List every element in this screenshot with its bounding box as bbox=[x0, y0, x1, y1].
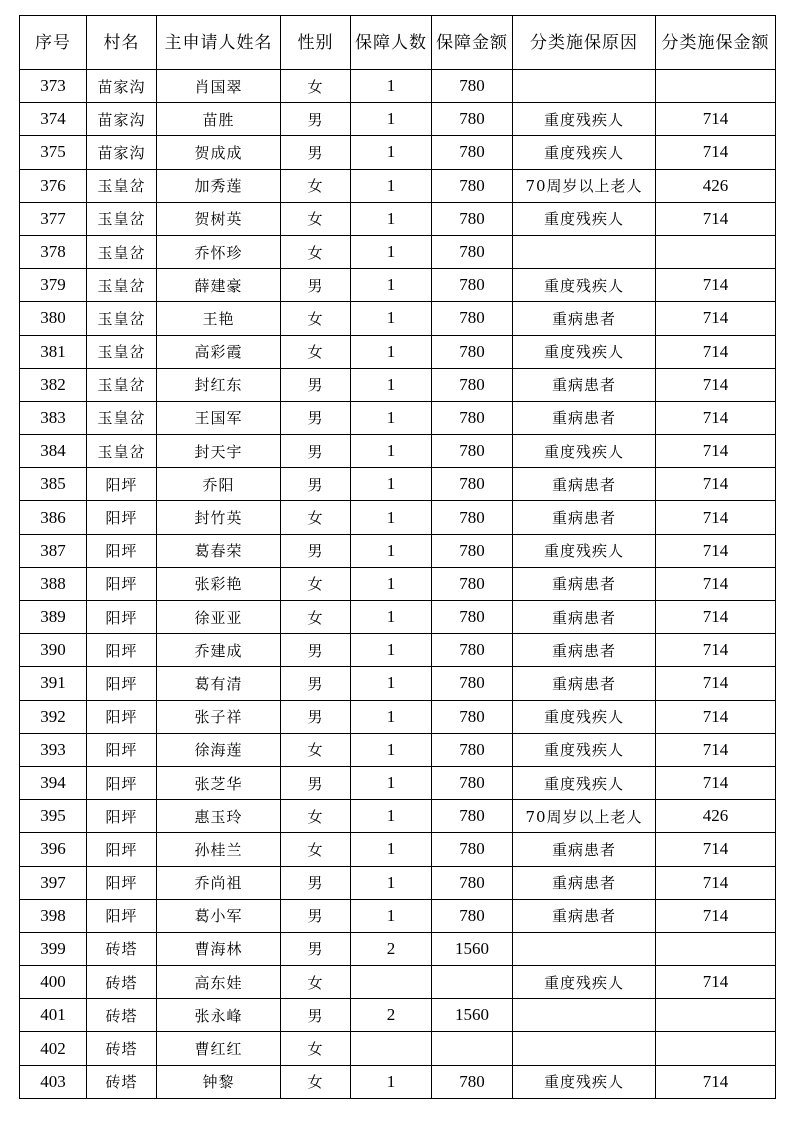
cell-village: 玉皇岔 bbox=[87, 202, 157, 235]
cell-class-amount: 714 bbox=[656, 833, 776, 866]
cell-class-amount: 714 bbox=[656, 501, 776, 534]
cell-applicant: 贺树英 bbox=[157, 202, 281, 235]
cell-gender: 女 bbox=[281, 966, 351, 999]
cell-index: 392 bbox=[20, 700, 87, 733]
cell-persons: 1 bbox=[351, 1065, 432, 1098]
cell-gender: 女 bbox=[281, 1065, 351, 1098]
table-row bbox=[20, 136, 776, 169]
cell-index: 374 bbox=[20, 103, 87, 136]
table-row bbox=[20, 1065, 776, 1098]
cell-village: 阳坪 bbox=[87, 833, 157, 866]
table-row bbox=[20, 1032, 776, 1065]
cell-class-amount: 714 bbox=[656, 335, 776, 368]
table-row bbox=[20, 999, 776, 1032]
cell-gender: 男 bbox=[281, 401, 351, 434]
cell-applicant: 封竹英 bbox=[157, 501, 281, 534]
cell-reason: 重病患者 bbox=[513, 401, 656, 434]
cell-persons: 1 bbox=[351, 601, 432, 634]
cell-amount: 1560 bbox=[432, 932, 513, 965]
cell-persons: 1 bbox=[351, 733, 432, 766]
cell-index: 375 bbox=[20, 136, 87, 169]
cell-village: 阳坪 bbox=[87, 501, 157, 534]
cell-village: 阳坪 bbox=[87, 866, 157, 899]
cell-amount: 780 bbox=[432, 700, 513, 733]
cell-gender: 女 bbox=[281, 1032, 351, 1065]
cell-index: 373 bbox=[20, 70, 87, 103]
cell-index: 399 bbox=[20, 932, 87, 965]
table-row bbox=[20, 833, 776, 866]
cell-class-amount: 714 bbox=[656, 368, 776, 401]
cell-gender: 女 bbox=[281, 601, 351, 634]
cell-index: 398 bbox=[20, 899, 87, 932]
cell-class-amount: 714 bbox=[656, 601, 776, 634]
table-row bbox=[20, 932, 776, 965]
table-row bbox=[20, 899, 776, 932]
cell-amount: 780 bbox=[432, 368, 513, 401]
table-row bbox=[20, 634, 776, 667]
table-row bbox=[20, 103, 776, 136]
cell-applicant: 张彩艳 bbox=[157, 567, 281, 600]
cell-amount: 780 bbox=[432, 202, 513, 235]
cell-reason bbox=[513, 235, 656, 268]
cell-gender: 男 bbox=[281, 932, 351, 965]
cell-persons: 1 bbox=[351, 302, 432, 335]
cell-persons: 1 bbox=[351, 70, 432, 103]
cell-persons: 2 bbox=[351, 999, 432, 1032]
cell-persons: 1 bbox=[351, 235, 432, 268]
cell-index: 394 bbox=[20, 766, 87, 799]
table-row bbox=[20, 601, 776, 634]
cell-applicant: 王国军 bbox=[157, 401, 281, 434]
col-header-persons: 保障人数 bbox=[351, 16, 432, 70]
cell-persons: 1 bbox=[351, 766, 432, 799]
cell-reason: 重病患者 bbox=[513, 501, 656, 534]
cell-gender: 男 bbox=[281, 766, 351, 799]
cell-applicant: 曹红红 bbox=[157, 1032, 281, 1065]
col-header-applicant: 主申请人姓名 bbox=[157, 16, 281, 70]
cell-village: 阳坪 bbox=[87, 468, 157, 501]
cell-village: 玉皇岔 bbox=[87, 368, 157, 401]
cell-amount: 780 bbox=[432, 335, 513, 368]
cell-village: 砖塔 bbox=[87, 932, 157, 965]
table-row bbox=[20, 700, 776, 733]
cell-amount: 780 bbox=[432, 833, 513, 866]
cell-reason: 重度残疾人 bbox=[513, 136, 656, 169]
cell-persons: 1 bbox=[351, 136, 432, 169]
cell-persons: 1 bbox=[351, 866, 432, 899]
col-header-index: 序号 bbox=[20, 16, 87, 70]
cell-applicant: 乔怀珍 bbox=[157, 235, 281, 268]
cell-applicant: 葛春荣 bbox=[157, 534, 281, 567]
cell-class-amount: 714 bbox=[656, 269, 776, 302]
cell-amount: 780 bbox=[432, 169, 513, 202]
cell-applicant: 张永峰 bbox=[157, 999, 281, 1032]
assistance-table bbox=[19, 15, 776, 1099]
cell-amount: 780 bbox=[432, 634, 513, 667]
cell-class-amount bbox=[656, 235, 776, 268]
cell-persons: 1 bbox=[351, 401, 432, 434]
cell-index: 377 bbox=[20, 202, 87, 235]
cell-reason: 重病患者 bbox=[513, 899, 656, 932]
cell-persons: 1 bbox=[351, 534, 432, 567]
cell-amount: 780 bbox=[432, 899, 513, 932]
cell-gender: 男 bbox=[281, 269, 351, 302]
cell-persons: 1 bbox=[351, 169, 432, 202]
cell-index: 400 bbox=[20, 966, 87, 999]
cell-applicant: 加秀莲 bbox=[157, 169, 281, 202]
cell-reason: 70周岁以上老人 bbox=[513, 169, 656, 202]
cell-reason: 重病患者 bbox=[513, 368, 656, 401]
cell-persons: 1 bbox=[351, 667, 432, 700]
cell-index: 393 bbox=[20, 733, 87, 766]
cell-index: 387 bbox=[20, 534, 87, 567]
cell-gender: 女 bbox=[281, 501, 351, 534]
cell-applicant: 高彩霞 bbox=[157, 335, 281, 368]
cell-applicant: 苗胜 bbox=[157, 103, 281, 136]
cell-gender: 男 bbox=[281, 999, 351, 1032]
cell-persons: 1 bbox=[351, 335, 432, 368]
cell-class-amount: 714 bbox=[656, 401, 776, 434]
cell-index: 384 bbox=[20, 435, 87, 468]
cell-village: 阳坪 bbox=[87, 601, 157, 634]
cell-reason: 重病患者 bbox=[513, 468, 656, 501]
cell-index: 381 bbox=[20, 335, 87, 368]
cell-village: 玉皇岔 bbox=[87, 235, 157, 268]
cell-amount: 780 bbox=[432, 136, 513, 169]
cell-reason: 重病患者 bbox=[513, 302, 656, 335]
cell-index: 382 bbox=[20, 368, 87, 401]
cell-reason: 70周岁以上老人 bbox=[513, 800, 656, 833]
cell-amount bbox=[432, 1032, 513, 1065]
cell-applicant: 封红东 bbox=[157, 368, 281, 401]
cell-persons: 1 bbox=[351, 435, 432, 468]
cell-class-amount: 714 bbox=[656, 766, 776, 799]
cell-persons bbox=[351, 966, 432, 999]
cell-index: 390 bbox=[20, 634, 87, 667]
cell-class-amount: 714 bbox=[656, 667, 776, 700]
cell-reason bbox=[513, 932, 656, 965]
table-row bbox=[20, 966, 776, 999]
cell-index: 383 bbox=[20, 401, 87, 434]
cell-persons: 1 bbox=[351, 567, 432, 600]
cell-persons: 1 bbox=[351, 800, 432, 833]
cell-reason bbox=[513, 1032, 656, 1065]
table-row bbox=[20, 667, 776, 700]
cell-amount: 780 bbox=[432, 866, 513, 899]
cell-village: 砖塔 bbox=[87, 1065, 157, 1098]
cell-village: 砖塔 bbox=[87, 999, 157, 1032]
cell-applicant: 曹海林 bbox=[157, 932, 281, 965]
cell-persons: 1 bbox=[351, 468, 432, 501]
cell-persons: 2 bbox=[351, 932, 432, 965]
cell-applicant: 钟黎 bbox=[157, 1065, 281, 1098]
cell-gender: 男 bbox=[281, 435, 351, 468]
table-row bbox=[20, 733, 776, 766]
table-row bbox=[20, 368, 776, 401]
cell-reason: 重病患者 bbox=[513, 567, 656, 600]
cell-index: 397 bbox=[20, 866, 87, 899]
cell-amount: 780 bbox=[432, 302, 513, 335]
cell-reason: 重度残疾人 bbox=[513, 335, 656, 368]
table-row bbox=[20, 70, 776, 103]
table-row bbox=[20, 501, 776, 534]
cell-gender: 女 bbox=[281, 800, 351, 833]
cell-class-amount bbox=[656, 932, 776, 965]
cell-index: 402 bbox=[20, 1032, 87, 1065]
cell-amount: 780 bbox=[432, 534, 513, 567]
cell-amount: 1560 bbox=[432, 999, 513, 1032]
cell-reason: 重病患者 bbox=[513, 833, 656, 866]
cell-village: 阳坪 bbox=[87, 667, 157, 700]
cell-index: 386 bbox=[20, 501, 87, 534]
cell-village: 苗家沟 bbox=[87, 70, 157, 103]
header-row bbox=[20, 16, 776, 70]
cell-class-amount: 714 bbox=[656, 468, 776, 501]
cell-class-amount bbox=[656, 1032, 776, 1065]
table-row bbox=[20, 169, 776, 202]
cell-gender: 男 bbox=[281, 634, 351, 667]
cell-applicant: 乔尚祖 bbox=[157, 866, 281, 899]
cell-gender: 男 bbox=[281, 899, 351, 932]
table-row bbox=[20, 302, 776, 335]
cell-applicant: 葛有清 bbox=[157, 667, 281, 700]
table-row bbox=[20, 766, 776, 799]
cell-class-amount bbox=[656, 70, 776, 103]
cell-reason: 重病患者 bbox=[513, 866, 656, 899]
cell-applicant: 张芝华 bbox=[157, 766, 281, 799]
cell-gender: 男 bbox=[281, 700, 351, 733]
cell-persons: 1 bbox=[351, 833, 432, 866]
cell-village: 砖塔 bbox=[87, 1032, 157, 1065]
cell-class-amount: 714 bbox=[656, 435, 776, 468]
col-header-amount: 保障金额 bbox=[432, 16, 513, 70]
table-row bbox=[20, 202, 776, 235]
cell-amount: 780 bbox=[432, 1065, 513, 1098]
cell-gender: 男 bbox=[281, 534, 351, 567]
cell-amount: 780 bbox=[432, 435, 513, 468]
cell-index: 376 bbox=[20, 169, 87, 202]
cell-class-amount: 714 bbox=[656, 1065, 776, 1098]
cell-gender: 男 bbox=[281, 468, 351, 501]
cell-gender: 女 bbox=[281, 169, 351, 202]
cell-class-amount bbox=[656, 999, 776, 1032]
cell-village: 阳坪 bbox=[87, 733, 157, 766]
cell-gender: 女 bbox=[281, 302, 351, 335]
cell-class-amount: 714 bbox=[656, 567, 776, 600]
cell-class-amount: 714 bbox=[656, 634, 776, 667]
cell-gender: 男 bbox=[281, 368, 351, 401]
cell-village: 玉皇岔 bbox=[87, 169, 157, 202]
cell-applicant: 封天宇 bbox=[157, 435, 281, 468]
col-header-gender: 性别 bbox=[281, 16, 351, 70]
table-row bbox=[20, 567, 776, 600]
cell-amount: 780 bbox=[432, 800, 513, 833]
cell-amount: 780 bbox=[432, 567, 513, 600]
col-header-reason: 分类施保原因 bbox=[513, 16, 656, 70]
cell-index: 378 bbox=[20, 235, 87, 268]
cell-reason: 重度残疾人 bbox=[513, 435, 656, 468]
cell-amount: 780 bbox=[432, 269, 513, 302]
cell-amount: 780 bbox=[432, 401, 513, 434]
cell-class-amount: 714 bbox=[656, 103, 776, 136]
cell-persons bbox=[351, 1032, 432, 1065]
cell-amount: 780 bbox=[432, 468, 513, 501]
cell-amount: 780 bbox=[432, 103, 513, 136]
cell-persons: 1 bbox=[351, 202, 432, 235]
cell-reason: 重病患者 bbox=[513, 667, 656, 700]
cell-amount: 780 bbox=[432, 733, 513, 766]
cell-index: 403 bbox=[20, 1065, 87, 1098]
cell-index: 396 bbox=[20, 833, 87, 866]
cell-village: 苗家沟 bbox=[87, 103, 157, 136]
table-row bbox=[20, 468, 776, 501]
cell-class-amount: 426 bbox=[656, 800, 776, 833]
cell-reason: 重度残疾人 bbox=[513, 966, 656, 999]
cell-village: 砖塔 bbox=[87, 966, 157, 999]
cell-class-amount: 714 bbox=[656, 899, 776, 932]
cell-persons: 1 bbox=[351, 700, 432, 733]
cell-reason: 重病患者 bbox=[513, 601, 656, 634]
cell-amount: 780 bbox=[432, 70, 513, 103]
cell-class-amount: 714 bbox=[656, 302, 776, 335]
cell-persons: 1 bbox=[351, 269, 432, 302]
cell-gender: 女 bbox=[281, 733, 351, 766]
cell-amount: 780 bbox=[432, 601, 513, 634]
cell-gender: 男 bbox=[281, 136, 351, 169]
cell-amount: 780 bbox=[432, 667, 513, 700]
cell-amount: 780 bbox=[432, 766, 513, 799]
cell-gender: 男 bbox=[281, 103, 351, 136]
cell-index: 379 bbox=[20, 269, 87, 302]
cell-reason: 重度残疾人 bbox=[513, 103, 656, 136]
cell-applicant: 薛建豪 bbox=[157, 269, 281, 302]
cell-applicant: 孙桂兰 bbox=[157, 833, 281, 866]
table-row bbox=[20, 534, 776, 567]
cell-index: 401 bbox=[20, 999, 87, 1032]
cell-persons: 1 bbox=[351, 368, 432, 401]
cell-gender: 女 bbox=[281, 833, 351, 866]
cell-reason bbox=[513, 70, 656, 103]
table-row bbox=[20, 401, 776, 434]
table-row bbox=[20, 866, 776, 899]
cell-reason: 重度残疾人 bbox=[513, 733, 656, 766]
cell-village: 玉皇岔 bbox=[87, 302, 157, 335]
cell-class-amount: 714 bbox=[656, 866, 776, 899]
cell-index: 385 bbox=[20, 468, 87, 501]
cell-village: 苗家沟 bbox=[87, 136, 157, 169]
cell-index: 389 bbox=[20, 601, 87, 634]
cell-applicant: 张子祥 bbox=[157, 700, 281, 733]
cell-index: 391 bbox=[20, 667, 87, 700]
cell-village: 阳坪 bbox=[87, 634, 157, 667]
cell-class-amount: 714 bbox=[656, 966, 776, 999]
cell-class-amount: 714 bbox=[656, 700, 776, 733]
cell-gender: 女 bbox=[281, 235, 351, 268]
cell-applicant: 乔建成 bbox=[157, 634, 281, 667]
cell-village: 阳坪 bbox=[87, 700, 157, 733]
table-row bbox=[20, 335, 776, 368]
cell-class-amount: 426 bbox=[656, 169, 776, 202]
col-header-class-amount: 分类施保金额 bbox=[656, 16, 776, 70]
cell-applicant: 葛小军 bbox=[157, 899, 281, 932]
cell-applicant: 惠玉玲 bbox=[157, 800, 281, 833]
cell-reason: 重度残疾人 bbox=[513, 1065, 656, 1098]
col-header-village: 村名 bbox=[87, 16, 157, 70]
table-row bbox=[20, 435, 776, 468]
cell-amount: 780 bbox=[432, 501, 513, 534]
cell-amount: 780 bbox=[432, 235, 513, 268]
cell-index: 388 bbox=[20, 567, 87, 600]
cell-reason: 重度残疾人 bbox=[513, 534, 656, 567]
cell-village: 阳坪 bbox=[87, 534, 157, 567]
table-row bbox=[20, 800, 776, 833]
cell-reason: 重度残疾人 bbox=[513, 700, 656, 733]
cell-persons: 1 bbox=[351, 899, 432, 932]
cell-gender: 女 bbox=[281, 70, 351, 103]
cell-applicant: 高东娃 bbox=[157, 966, 281, 999]
cell-village: 玉皇岔 bbox=[87, 269, 157, 302]
cell-class-amount: 714 bbox=[656, 534, 776, 567]
cell-reason: 重病患者 bbox=[513, 634, 656, 667]
cell-gender: 女 bbox=[281, 202, 351, 235]
cell-persons: 1 bbox=[351, 501, 432, 534]
cell-applicant: 乔阳 bbox=[157, 468, 281, 501]
cell-reason bbox=[513, 999, 656, 1032]
cell-class-amount: 714 bbox=[656, 202, 776, 235]
cell-gender: 女 bbox=[281, 335, 351, 368]
cell-gender: 男 bbox=[281, 866, 351, 899]
table-row bbox=[20, 235, 776, 268]
cell-village: 玉皇岔 bbox=[87, 435, 157, 468]
cell-village: 阳坪 bbox=[87, 766, 157, 799]
cell-applicant: 徐海莲 bbox=[157, 733, 281, 766]
cell-amount bbox=[432, 966, 513, 999]
cell-class-amount: 714 bbox=[656, 733, 776, 766]
cell-persons: 1 bbox=[351, 634, 432, 667]
cell-village: 阳坪 bbox=[87, 567, 157, 600]
cell-index: 395 bbox=[20, 800, 87, 833]
cell-index: 380 bbox=[20, 302, 87, 335]
cell-applicant: 肖国翠 bbox=[157, 70, 281, 103]
cell-village: 阳坪 bbox=[87, 800, 157, 833]
cell-reason: 重度残疾人 bbox=[513, 766, 656, 799]
cell-village: 玉皇岔 bbox=[87, 335, 157, 368]
cell-village: 玉皇岔 bbox=[87, 401, 157, 434]
cell-village: 阳坪 bbox=[87, 899, 157, 932]
cell-applicant: 贺成成 bbox=[157, 136, 281, 169]
cell-reason: 重度残疾人 bbox=[513, 269, 656, 302]
cell-gender: 女 bbox=[281, 567, 351, 600]
cell-class-amount: 714 bbox=[656, 136, 776, 169]
cell-persons: 1 bbox=[351, 103, 432, 136]
cell-reason: 重度残疾人 bbox=[513, 202, 656, 235]
cell-applicant: 王艳 bbox=[157, 302, 281, 335]
cell-gender: 男 bbox=[281, 667, 351, 700]
cell-applicant: 徐亚亚 bbox=[157, 601, 281, 634]
table-row bbox=[20, 269, 776, 302]
